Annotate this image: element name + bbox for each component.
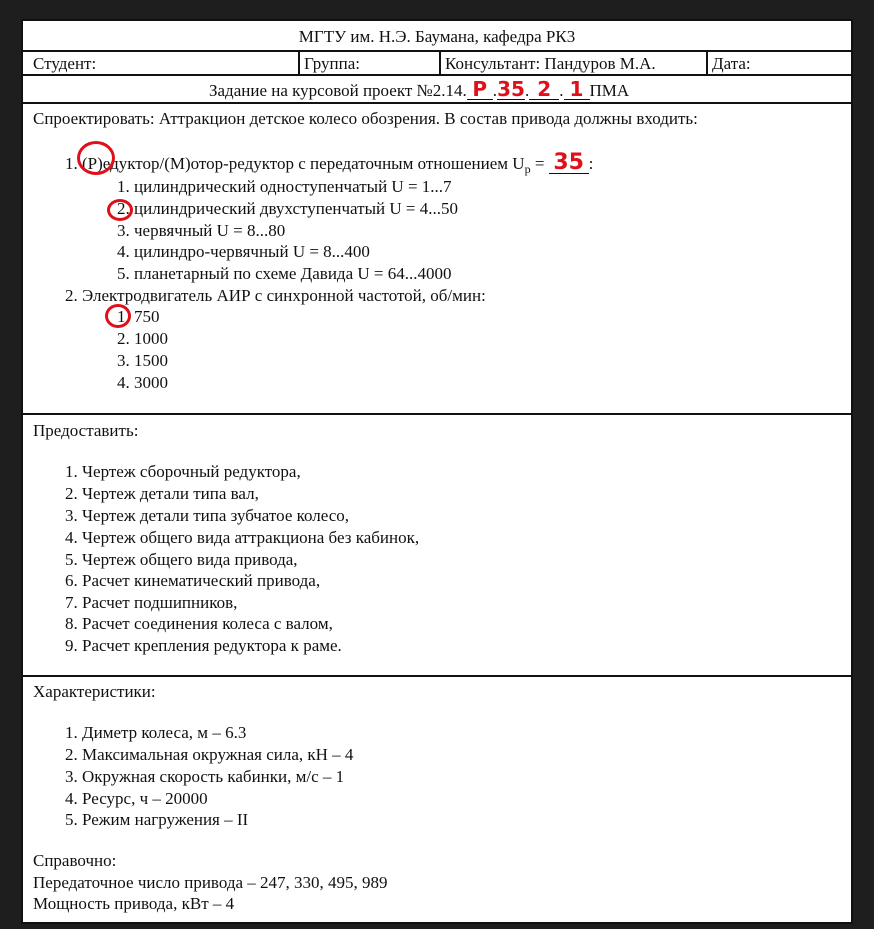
characteristic-item: 4. Ресурс, ч – 20000 <box>65 789 208 808</box>
reducer-option-4: 4. цилиндро-червячный U = 8...400 <box>117 242 370 261</box>
red-circle-mark <box>107 199 133 221</box>
divider <box>23 50 851 52</box>
dot: . <box>559 81 564 100</box>
divider <box>23 74 851 76</box>
divider <box>23 102 851 104</box>
deliverable-item: 4. Чертеж общего вида аттракциона без кабинок, <box>65 528 420 547</box>
assignment-sheet <box>21 19 853 924</box>
deliverable-item: 3. Чертеж детали типа зубчатое колесо, <box>65 506 350 525</box>
deliverables-title: Предоставить: <box>33 421 139 440</box>
consultant-label: Консультант: Пандуров М.А. <box>445 54 656 73</box>
divider <box>23 413 851 415</box>
dot: . <box>525 81 530 100</box>
student-label: Студент: <box>33 54 97 73</box>
characteristic-item: 5. Режим нагружения – II <box>65 810 249 829</box>
assignment-number <box>209 79 629 101</box>
divider <box>298 50 300 74</box>
reference-power: Мощность привода, кВт – 4 <box>33 894 235 913</box>
assignment-prefix: Задание на курсовой проект №2.14. <box>209 81 467 100</box>
item-number: 1. <box>65 154 78 173</box>
code-part-2: 35 <box>497 77 525 101</box>
reducer-option-3: 3. червячный U = 8...80 <box>117 221 286 240</box>
deliverable-item: 7. Расчет подшипников, <box>65 593 238 612</box>
characteristic-item: 1. Диметр колеса, м – 6.3 <box>65 723 247 742</box>
dot: . <box>492 81 497 100</box>
code-part-1: Р <box>467 79 493 100</box>
reducer-option-5: 5. планетарный по схеме Давида U = 64...4000 <box>117 264 452 283</box>
red-circle-mark <box>105 304 131 328</box>
reference-ratio: Передаточное число привода – 247, 330, 495, 989 <box>33 873 388 892</box>
group-label: Группа: <box>304 54 360 73</box>
motor-option-2: 2. 1000 <box>117 329 168 348</box>
equals-sign: = <box>530 154 545 173</box>
motor-option-3: 3. 1500 <box>117 351 168 370</box>
deliverable-item: 6. Расчет кинематический привода, <box>65 571 321 590</box>
code-part-4: 1 <box>564 79 590 100</box>
divider <box>706 50 708 74</box>
code-part-3: 2 <box>529 79 559 100</box>
date-label: Дата: <box>712 54 751 73</box>
deliverable-item: 2. Чертеж детали типа вал, <box>65 484 259 503</box>
motor-item: 2. Электродвигатель АИР с синхронной частотой, об/мин: <box>65 286 486 305</box>
characteristic-item: 2. Максимальная окружная сила, кН – 4 <box>65 745 354 764</box>
reference-title: Справочно: <box>33 851 117 870</box>
motor-option-1: 1. 750 <box>117 307 160 326</box>
red-circle-mark <box>77 141 115 175</box>
deliverable-item: 9. Расчет крепления редуктора к раме. <box>65 636 342 655</box>
divider <box>23 675 851 677</box>
characteristic-item: 3. Окружная скорость кабинки, м/с – 1 <box>65 767 345 786</box>
reducer-item-text: (Р)едуктор/(М)отор-редуктор с передаточным отношением U <box>82 154 525 173</box>
ratio-subscript: р <box>524 162 531 176</box>
characteristics-title: Характеристики: <box>33 682 156 701</box>
reducer-item <box>65 150 594 179</box>
reducer-option-2: 2. цилиндрический двухступенчатый U = 4...50 <box>117 199 458 218</box>
colon: : <box>588 154 594 173</box>
university-title: МГТУ им. Н.Э. Баумана, кафедра РК3 <box>298 27 576 46</box>
deliverable-item: 5. Чертеж общего вида привода, <box>65 550 298 569</box>
design-intro: Спроектировать: Аттракцион детское колесо обозрения. В состав привода должны входить: <box>33 109 698 128</box>
reducer-option-1: 1. цилиндрический одноступенчатый U = 1...7 <box>117 177 452 196</box>
motor-option-4: 4. 3000 <box>117 373 168 392</box>
deliverable-item: 1. Чертеж сборочный редуктора, <box>65 462 301 481</box>
assignment-suffix: ПМА <box>589 81 630 100</box>
divider <box>439 50 441 74</box>
deliverable-item: 8. Расчет соединения колеса с валом, <box>65 614 333 633</box>
ratio-value: 35 <box>549 153 589 174</box>
